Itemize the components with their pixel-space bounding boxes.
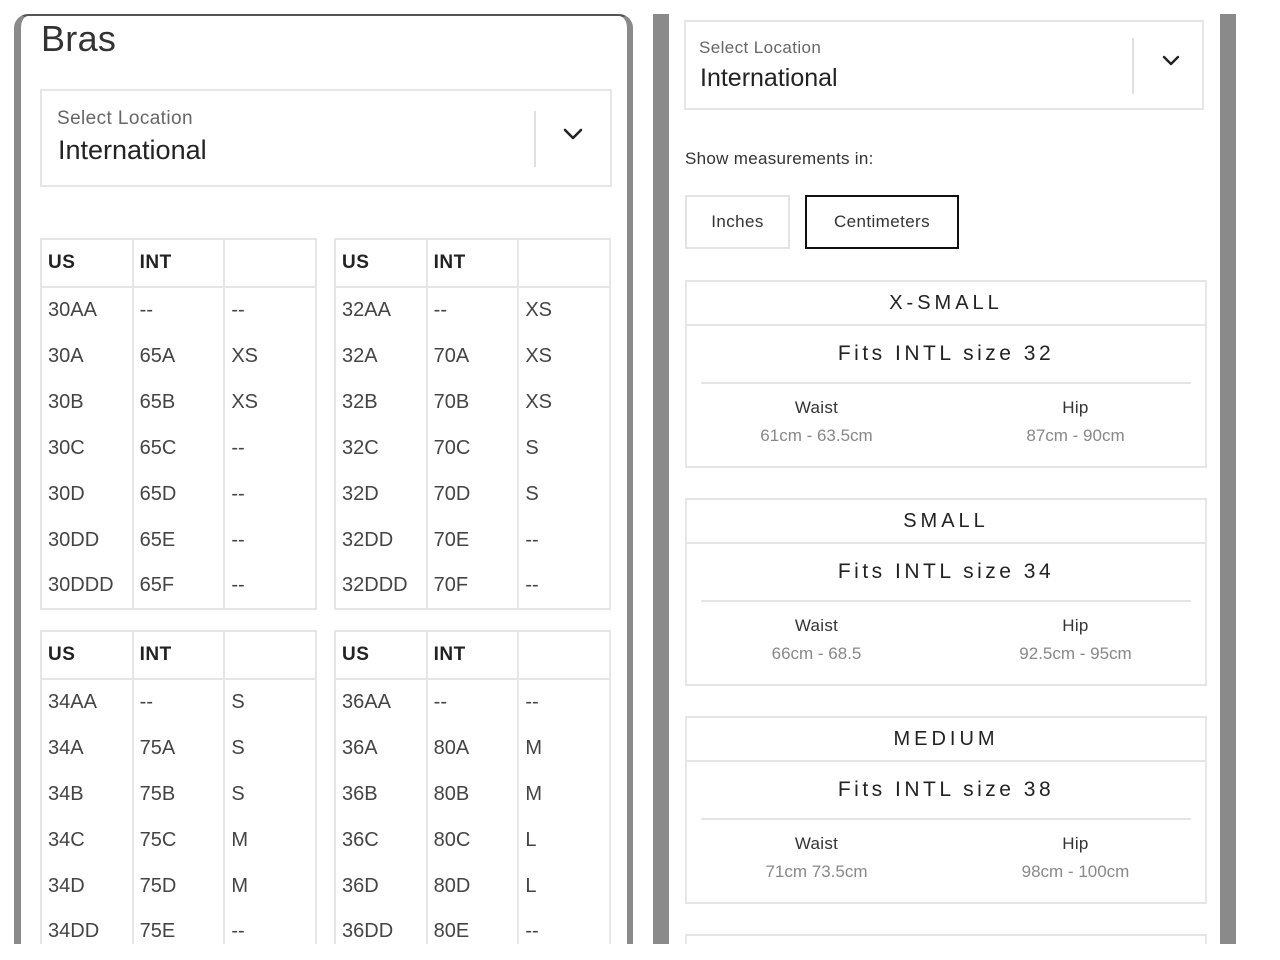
table-row: [335, 817, 610, 863]
cell-us: 30DD: [41, 517, 133, 563]
table-row: [335, 679, 610, 725]
cell-int: --: [133, 679, 225, 725]
table-row: [335, 333, 610, 379]
hip-measurement: [946, 616, 1205, 664]
cell-us: 32DD: [335, 517, 427, 563]
hip-measurement: [946, 834, 1205, 882]
table-row: [41, 517, 316, 563]
cell-us: 32A: [335, 333, 427, 379]
cell-us: 34A: [41, 725, 133, 771]
cell-int: 65A: [133, 333, 225, 379]
cell-int: 80B: [427, 771, 519, 817]
bras-size-chart-panel: [14, 14, 633, 944]
cell-int: 80E: [427, 909, 519, 944]
cell-letter: M: [518, 725, 610, 771]
chevron-down-icon[interactable]: [1160, 50, 1182, 77]
centimeters-button[interactable]: Centimeters: [805, 195, 959, 249]
card-fit-text: Fits INTL size 32: [837, 342, 1055, 365]
cell-int: --: [427, 679, 519, 725]
cell-int: 65C: [133, 425, 225, 471]
table-row: [41, 471, 316, 517]
waist-value: 66cm - 68.5: [771, 644, 862, 663]
cell-int: 65F: [133, 563, 225, 609]
cell-int: 65E: [133, 517, 225, 563]
location-select[interactable]: [684, 20, 1204, 110]
size-card-medium: [685, 716, 1207, 904]
cell-us: 30A: [41, 333, 133, 379]
table-row: [335, 471, 610, 517]
cell-int: 70B: [427, 379, 519, 425]
card-size-heading: SMALL: [687, 500, 1205, 544]
cell-letter: L: [518, 863, 610, 909]
cell-letter: M: [224, 863, 316, 909]
table-row: [41, 817, 316, 863]
cell-letter: --: [224, 425, 316, 471]
table-header-letter: [224, 631, 316, 679]
cell-int: 75C: [133, 817, 225, 863]
location-select-label: Select Location: [57, 108, 193, 129]
table-header-us: US: [41, 631, 133, 679]
table-header-us: US: [335, 239, 427, 287]
card-divider: [701, 382, 1191, 384]
table-row: [335, 771, 610, 817]
measurements-panel: [653, 14, 1236, 944]
cell-us: 30B: [41, 379, 133, 425]
waist-label: Waist: [794, 834, 839, 853]
table-row: [41, 679, 316, 725]
hip-value: 87cm - 90cm: [1026, 426, 1125, 445]
table-row: [335, 909, 610, 944]
table-header-int: INT: [427, 239, 519, 287]
cell-int: 75B: [133, 771, 225, 817]
select-divider: [534, 111, 536, 167]
cell-us: 30D: [41, 471, 133, 517]
size-table-30: [40, 238, 317, 610]
table-row: [41, 563, 316, 609]
waist-label: Waist: [794, 616, 839, 635]
cell-us: 36B: [335, 771, 427, 817]
cell-int: 80D: [427, 863, 519, 909]
table-row: [41, 333, 316, 379]
cell-letter: --: [518, 679, 610, 725]
hip-label: Hip: [1062, 616, 1089, 635]
cell-int: 65B: [133, 379, 225, 425]
cell-letter: XS: [518, 333, 610, 379]
card-size-heading: X-SMALL: [687, 282, 1205, 326]
cell-letter: --: [224, 517, 316, 563]
hip-label: Hip: [1062, 398, 1089, 417]
table-header-us: US: [335, 631, 427, 679]
location-select-label: Select Location: [699, 38, 822, 57]
cell-us: 32D: [335, 471, 427, 517]
cell-int: 70A: [427, 333, 519, 379]
cell-letter: XS: [518, 287, 610, 333]
cell-letter: S: [518, 425, 610, 471]
table-header-letter: [518, 239, 610, 287]
cell-letter: --: [518, 909, 610, 944]
hip-measurement: [946, 398, 1205, 446]
cell-letter: --: [224, 909, 316, 944]
waist-measurement: [687, 616, 946, 664]
table-header-int: INT: [427, 631, 519, 679]
cell-us: 36C: [335, 817, 427, 863]
table-row: [335, 425, 610, 471]
table-row: [41, 909, 316, 944]
cell-letter: --: [518, 517, 610, 563]
size-card-partial: [685, 934, 1207, 944]
size-card-small: [685, 498, 1207, 686]
cell-int: 75E: [133, 909, 225, 944]
table-row: [41, 771, 316, 817]
cell-us: 32DDD: [335, 563, 427, 609]
cell-letter: XS: [224, 379, 316, 425]
table-row: [335, 517, 610, 563]
location-select-value: International: [700, 64, 838, 92]
cell-int: 80A: [427, 725, 519, 771]
waist-label: Waist: [794, 398, 839, 417]
cell-us: 36DD: [335, 909, 427, 944]
table-row: [335, 287, 610, 333]
card-divider: [701, 600, 1191, 602]
cell-letter: S: [224, 771, 316, 817]
cell-letter: --: [224, 563, 316, 609]
cell-letter: S: [224, 679, 316, 725]
table-header-us: US: [41, 239, 133, 287]
select-divider: [1132, 38, 1134, 94]
card-fit-text: Fits INTL size 34: [837, 560, 1055, 583]
waist-value: 61cm - 63.5cm: [760, 426, 873, 445]
cell-us: 36D: [335, 863, 427, 909]
cell-letter: --: [224, 287, 316, 333]
cell-letter: S: [224, 725, 316, 771]
size-table-36: [334, 630, 611, 944]
cell-us: 30DDD: [41, 563, 133, 609]
measurement-unit-label: Show measurements in:: [685, 149, 874, 168]
cell-letter: S: [518, 471, 610, 517]
size-table-34: [40, 630, 317, 944]
table-row: [335, 863, 610, 909]
table-row: [335, 725, 610, 771]
cell-us: 36AA: [335, 679, 427, 725]
hip-value: 98cm - 100cm: [1021, 862, 1130, 881]
size-table-32: [334, 238, 611, 610]
cell-us: 30C: [41, 425, 133, 471]
table-row: [41, 725, 316, 771]
cell-us: 34AA: [41, 679, 133, 725]
cell-us: 34C: [41, 817, 133, 863]
cell-int: 70C: [427, 425, 519, 471]
cell-int: 80C: [427, 817, 519, 863]
card-divider: [701, 818, 1191, 820]
cell-us: 34DD: [41, 909, 133, 944]
cell-int: 65D: [133, 471, 225, 517]
cell-letter: L: [518, 817, 610, 863]
cell-us: 32B: [335, 379, 427, 425]
cell-int: 75A: [133, 725, 225, 771]
table-header-int: INT: [133, 239, 225, 287]
cell-us: 32AA: [335, 287, 427, 333]
cell-letter: --: [224, 471, 316, 517]
cell-int: 70F: [427, 563, 519, 609]
table-row: [41, 379, 316, 425]
card-size-heading: MEDIUM: [687, 718, 1205, 762]
waist-value: 71cm 73.5cm: [765, 862, 868, 881]
cell-letter: M: [224, 817, 316, 863]
cell-int: 70D: [427, 471, 519, 517]
cell-int: 75D: [133, 863, 225, 909]
inches-button[interactable]: Inches: [685, 195, 790, 249]
cell-us: 30AA: [41, 287, 133, 333]
table-header-int: INT: [133, 631, 225, 679]
cell-letter: --: [518, 563, 610, 609]
table-row: [41, 863, 316, 909]
cell-int: 70E: [427, 517, 519, 563]
page-title: Bras: [41, 18, 117, 59]
table-header-letter: [518, 631, 610, 679]
location-select-value: International: [58, 135, 207, 165]
hip-value: 92.5cm - 95cm: [1019, 644, 1132, 663]
cell-letter: M: [518, 771, 610, 817]
cell-us: 34D: [41, 863, 133, 909]
table-row: [41, 425, 316, 471]
cell-int: --: [427, 287, 519, 333]
table-header-letter: [224, 239, 316, 287]
chevron-down-icon[interactable]: [562, 123, 584, 150]
cell-us: 34B: [41, 771, 133, 817]
cell-us: 32C: [335, 425, 427, 471]
table-row: [335, 379, 610, 425]
waist-measurement: [687, 834, 946, 882]
table-row: [335, 563, 610, 609]
waist-measurement: [687, 398, 946, 446]
card-fit-text: Fits INTL size 38: [837, 778, 1055, 801]
cell-letter: XS: [224, 333, 316, 379]
cell-letter: XS: [518, 379, 610, 425]
size-card-x-small: [685, 280, 1207, 468]
location-select[interactable]: [40, 89, 612, 187]
hip-label: Hip: [1062, 834, 1089, 853]
cell-us: 36A: [335, 725, 427, 771]
table-row: [41, 287, 316, 333]
cell-int: --: [133, 287, 225, 333]
